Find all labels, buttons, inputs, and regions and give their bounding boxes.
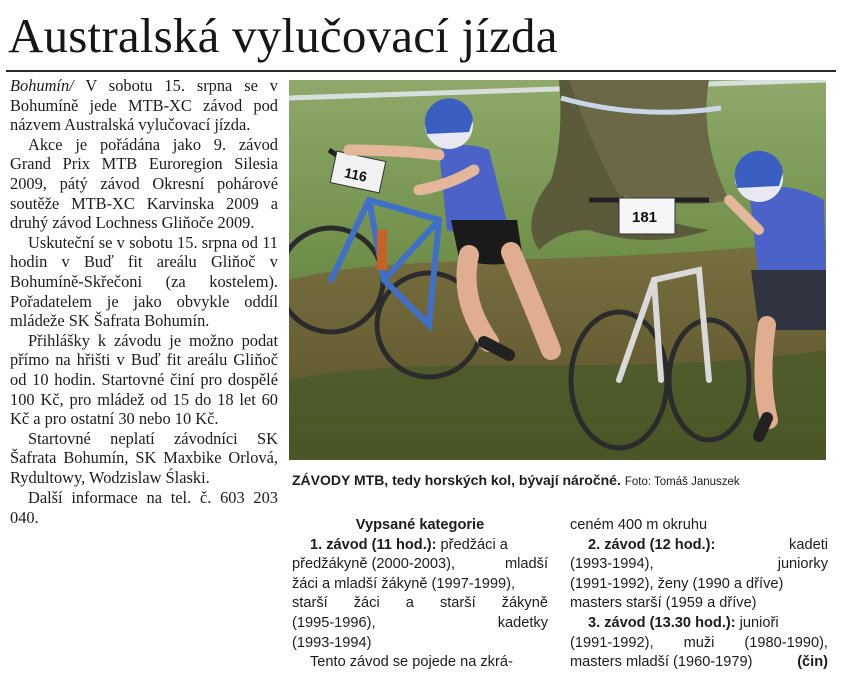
headline: Australská vylučovací jízda [8,8,558,63]
category-1-line-4: starší žáci a starší žákyně [292,595,548,612]
note-line-2: ceném 400 m okruhu [570,517,708,533]
author-signature: (čin) [797,654,828,671]
category-2-line-2: (1993-1994), juniorky [570,556,828,573]
bib-number-right: 181 [632,209,658,226]
article-body [10,76,278,528]
category-2-label: 2. závod (12 hod.): [588,536,716,553]
categories-column-2 [570,516,828,673]
caption-text: ZÁVODY MTB, tedy horských kol, bývají náročné. [292,472,621,488]
photo-credit: Foto: Tomáš Januszek [624,476,740,488]
categories-column-1 [292,516,548,673]
paragraph-5: Startovné neplatí závodníci SK Šafrata Bohumín, SK Maxbike Orlová, Rydultowy, Wodzislaw Ślaski. [10,428,278,487]
note-line-1: Tento závod se pojede na zkrá- [310,654,513,671]
category-2-line-4: masters starší (1959 a dříve) [570,595,757,612]
paragraph-2: Akce je pořádána jako 9. závod Grand Prix MTB Euroregion Silesia 2009, pátý závod Okresní pohárové soutěže MTB-XC Karvinska 2009 a druhý závod Lochness Gliňoče 2009. [10,134,278,233]
dateline: Bohumín/ [10,76,74,95]
paragraph-1-text: V sobotu 15. srpna se v Bohumíně jede MTB-XC závod pod názvem Australská vylučovací jízda. [10,76,278,135]
category-1-line-2: předžákyně (2000-2003), mladší [292,556,548,573]
category-3-line-2: (1991-1992), muži (1980-1990), [570,634,828,651]
category-3-label: 3. závod (13.30 hod.): [588,614,736,631]
category-2-line-1: 2. závod (12 hod.): kadeti [588,536,828,553]
cyclists-photo-illustration [289,80,826,460]
paragraph-4: Přihlášky k závodu je možno podat přímo na hřišti v Buď fit areálu Gliňoč od 10 hodin. Startovné činí pro dospělé 100 Kč, pro mládež od 15 do 18 let 60 Kč a pro ostatní 30 nebo 10 Kč. [10,330,278,429]
headline-rule [6,70,836,72]
paragraph-6: Další informace na tel. č. 603 203 040. [10,488,278,528]
paragraph-3: Uskuteční se v sobotu 15. srpna od 11 hodin v Buď fit areálu Gliňoč v Bohumíně-Skřečoni (za kostelem). Pořadatelem je jako obvykle oddíl mládeže SK Šafrata Bohumín. [10,232,278,331]
categories-title: Vypsané kategorie [355,517,485,533]
photo-caption [292,471,832,491]
category-3-line-3: masters mladší (1960-1979) (čin) [570,653,828,673]
paragraph-1 [10,76,278,135]
category-1-line-5: (1995-1996), kadetky [292,614,548,631]
category-1-label: 1. závod (11 hod.): [310,536,437,553]
race-photo [289,80,826,460]
category-1-line-3: žáci a mladší žákyně (1997-1999), [292,575,516,592]
category-3-line-1: 3. závod (13.30 hod.): junioři [588,614,779,631]
category-2-line-3: (1991-1992), ženy (1990 a dříve) [570,575,784,592]
category-1-line-1: 1. závod (11 hod.): předžáci a [310,536,508,553]
bib-number-left: 116 [342,164,369,185]
category-1-line-6: (1993-1994) [292,634,372,651]
